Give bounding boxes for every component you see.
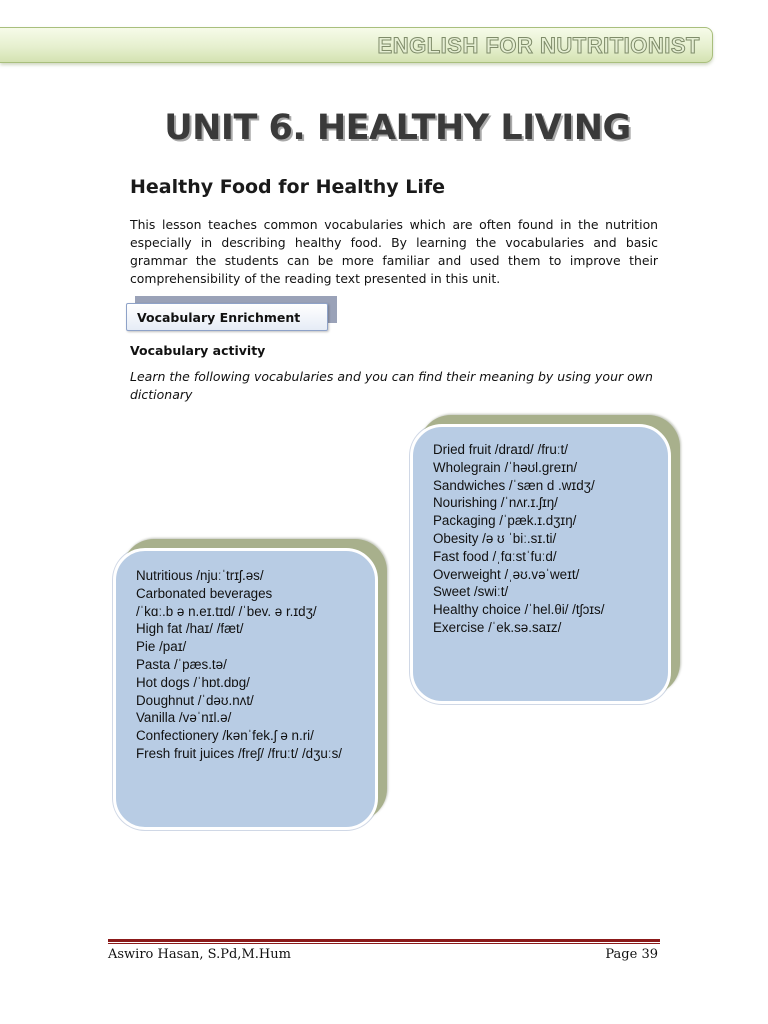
vocab-card-right (410, 424, 671, 704)
unit-title: UNIT 6. HEALTHY LIVING (164, 108, 631, 148)
section-title: Healthy Food for Healthy Life (130, 176, 446, 198)
list-item: Carbonated beverages (136, 585, 273, 601)
list-item: Pie /paɪ/ (136, 639, 187, 655)
header-banner (0, 27, 713, 63)
list-item: Confectionery /kənˈfek.ʃ ə n.ri/ (136, 728, 314, 744)
footer-author: Aswiro Hasan, S.Pd,M.Hum (108, 947, 291, 962)
list-item: Doughnut /ˈdəʊ.nʌt/ (136, 692, 254, 708)
list-item: Dried fruit /draɪd/ /fruːt/ (433, 442, 568, 457)
activity-title: Vocabulary activity (130, 343, 266, 358)
intro-paragraph: This lesson teaches common vocabularies which are often found in the nutrition especially in describing healthy food. By learning the vocabularies and basic grammar the students can be more familiar and used them to improve their comprehensibility of the reading text presented in this unit. (130, 217, 658, 286)
list-item: High fat /haɪ/ /fæt/ (136, 621, 244, 637)
vocab-list-left (136, 567, 342, 763)
list-item: Fast food /ˌfɑːstˈfuːd/ (433, 548, 557, 564)
list-item: Nutritious /njuːˈtrɪʃ.əs/ (136, 568, 264, 583)
vocabulary-enrichment-label: Vocabulary Enrichment (137, 310, 301, 325)
list-item: /ˈkɑː.b ə n.eɪ.tɪd/ /ˈbev. ə r.ɪdʒ/ (136, 603, 317, 619)
vocab-card-left (113, 548, 378, 830)
list-item: Sweet /swiːt/ (433, 584, 509, 600)
page-number: Page 39 (605, 947, 658, 962)
list-item: Wholegrain /ˈhəʊl.greɪn/ (433, 459, 578, 475)
vocabulary-enrichment-box (126, 303, 328, 331)
list-item: Exercise /ˈek.sə.saɪz/ (433, 619, 562, 635)
list-item: Overweight /ˌəʊ.vəˈweɪt/ (433, 566, 580, 582)
list-item: Sandwiches /ˈsæn d .wɪdʒ/ (433, 477, 595, 493)
header-title: ENGLISH FOR NUTRITIONIST (377, 33, 700, 58)
list-item: Obesity /ə ʊ ˈbiː.sɪ.ti/ (433, 530, 557, 546)
list-item: Fresh fruit juices /freʃ/ /fruːt/ /dʒuːs/ (136, 745, 342, 761)
list-item: Healthy choice /ˈhel.θi/ /tʃɔɪs/ (433, 602, 605, 618)
list-item: Packaging /ˈpæk.ɪ.dʒɪŋ/ (433, 513, 577, 529)
footer-divider (108, 939, 660, 942)
list-item: Pasta /ˈpæs.tə/ (136, 656, 227, 672)
vocab-list-right (433, 441, 604, 637)
footer-divider-thin (108, 943, 660, 944)
activity-instruction: Learn the following vocabularies and you can find their meaning by using your own dictionary (130, 369, 653, 402)
list-item: Vanilla /vəˈnɪl.ə/ (136, 710, 232, 726)
list-item: Nourishing /ˈnʌr.ɪ.ʃɪŋ/ (433, 495, 558, 511)
list-item: Hot dogs /ˈhɒt.dɒg/ (136, 674, 250, 690)
